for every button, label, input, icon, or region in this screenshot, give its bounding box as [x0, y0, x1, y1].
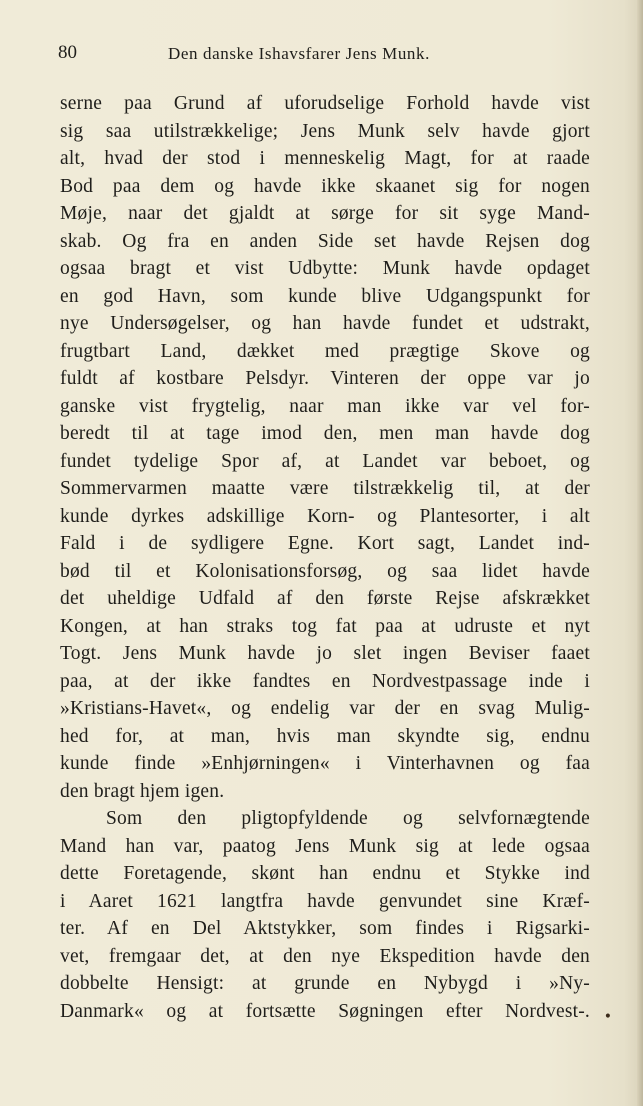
- text-line: bød til et Kolonisationsforsøg, og saa lidet havde: [60, 560, 590, 582]
- text-line: dobbelte Hensigt: at grunde en Nybygd i »Ny-: [60, 973, 590, 994]
- text-line: en god Havn, som kunde blive Udgangspunkt for: [60, 285, 590, 307]
- text-line: ganske vist frygtelig, naar man ikke var vel for-: [60, 395, 590, 417]
- running-head: [58, 42, 590, 70]
- text-line: fuldt af kostbare Pelsdyr. Vinteren der oppe var jo: [60, 368, 590, 389]
- page-number: 80: [58, 42, 77, 63]
- text-line: fundet tydelige Spor af, at Landet var beboet, og: [60, 450, 590, 472]
- text-line: Togt. Jens Munk havde jo slet ingen Beviser faaet: [60, 643, 590, 664]
- running-title: Den danske Ishavsfarer Jens Munk.: [168, 44, 430, 63]
- text-line: serne paa Grund af uforudselige Forhold havde vist: [60, 93, 590, 114]
- text-line: Møje, naar det gjaldt at sørge for sit syge Mand-: [60, 203, 590, 224]
- text-line: ogsaa bragt et vist Udbytte: Munk havde opdaget: [60, 258, 590, 279]
- margin-mark: •: [603, 1009, 612, 1025]
- text-line: kunde dyrkes adskillige Korn- og Plantesorter, i alt: [60, 505, 590, 527]
- text-line: Kongen, at han straks tog fat paa at udruste et nyt: [60, 615, 590, 637]
- text-line: alt, hvad der stod i menneskelig Magt, for at raade: [60, 148, 590, 169]
- text-line: Sommervarmen maatte være tilstrækkelig til, at der: [60, 478, 590, 499]
- text-line: den bragt hjem igen.: [60, 780, 225, 802]
- text-line: det uheldige Udfald af den første Rejse afskrækket: [60, 588, 590, 609]
- text-line: skab. Og fra en anden Side set havde Rejsen dog: [60, 230, 590, 252]
- text-line: sig saa utilstrækkelige; Jens Munk selv havde gjort: [60, 120, 590, 142]
- text-line: hed for, at man, hvis man skyndte sig, endnu: [60, 725, 590, 747]
- text-line: »Kristians-Havet«, og endelig var der en svag Mulig-: [60, 698, 590, 719]
- text-line: Fald i de sydligere Egne. Kort sagt, Landet ind-: [60, 533, 590, 554]
- text-line: i Aaret 1621 langtfra havde genvundet sine Kræf-: [60, 890, 590, 912]
- text-line: kunde finde »Enhjørningen« i Vinterhavnen og faa: [60, 753, 590, 774]
- text-line: nye Undersøgelser, og han havde fundet et udstrakt,: [60, 313, 590, 334]
- text-line: Mand han var, paatog Jens Munk sig at lede ogsaa: [60, 835, 590, 857]
- page-edge: [637, 0, 643, 1106]
- text-line: Bod paa dem og havde ikke skaanet sig for nogen: [60, 175, 590, 197]
- text-line: paa, at der ikke fandtes en Nordvestpassage inde i: [60, 670, 590, 692]
- text-line: ter. Af en Del Aktstykker, som findes i Rigsarki-: [60, 918, 590, 939]
- text-line: vet, fremgaar det, at den nye Ekspedition havde den: [60, 945, 590, 967]
- text-line: beredt til at tage imod den, men man havde dog: [60, 423, 590, 444]
- text-line: Danmark« og at fortsætte Søgningen efter Nordvest-.: [60, 1000, 590, 1022]
- body-text: [60, 90, 590, 1025]
- text-line: Som den pligtopfyldende og selvfornægtende: [106, 808, 590, 829]
- text-line: frugtbart Land, dækket med prægtige Skove og: [60, 340, 590, 362]
- text-line: dette Foretagende, skønt han endnu et Stykke ind: [60, 863, 590, 884]
